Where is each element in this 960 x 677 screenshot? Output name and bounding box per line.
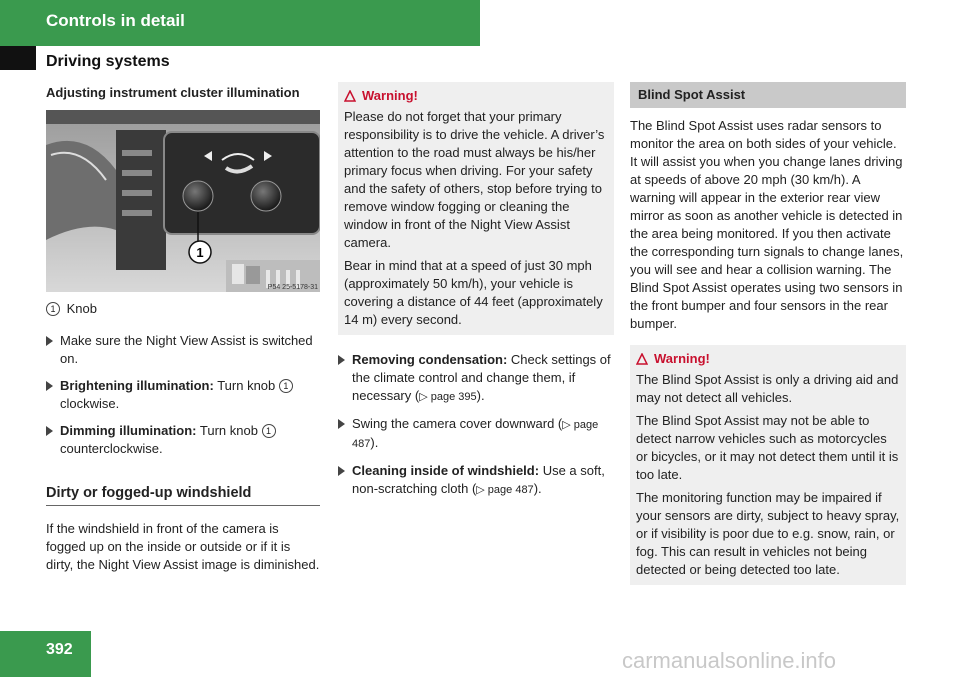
blind-spot-paragraph: The Blind Spot Assist uses radar sensors to monitor the area on both sides of your vehicle. It will assist you when you change lanes driving at speeds of above 20 mph (30 km/h). A warning will appear in the exterior rear view mirror as soon as another vehicle is detected in the area being monitored. If you then activate the corresponding turn signals to change lanes, you will see and hear a collision warning. The Blind Spot Assist operates using two sensors in the front bumper and four sensors in the rear bumper. <box>630 118 904 331</box>
warning-title: Warning! <box>654 351 710 366</box>
section-tab-marker <box>0 46 36 70</box>
windshield-heading: Dirty or fogged-up windshield <box>46 484 320 506</box>
step-text: Turn knob <box>213 378 279 393</box>
step-arrow-icon <box>338 355 345 365</box>
step-text: Swing the camera cover downward ( <box>352 416 563 431</box>
chapter-title: Controls in detail <box>46 11 185 30</box>
photo-callout-1: 1 <box>196 245 204 260</box>
step-text-after: ). <box>370 435 379 450</box>
step-arrow-icon <box>46 426 53 436</box>
warning-box <box>630 345 906 585</box>
warning-paragraph: The monitoring function may be impaired if your sensors are dirty, subject to heavy spray, or if visibility is poor due to e.g. snow, rain, or fog. This can result in vehicles not being detected or being detected too late. <box>636 490 900 577</box>
step-text: Check settings of the climate control and change them, if necessary ( <box>352 352 611 403</box>
step-item <box>46 377 320 413</box>
warning-paragraph: The Blind Spot Assist may not be able to detect narrow vehicles such as motorcycles or bicycles, or it may not detect them until it is too late. <box>636 413 899 482</box>
warning-triangle-icon <box>344 90 356 102</box>
step-arrow-icon <box>338 466 345 476</box>
warning-heading <box>344 87 608 105</box>
photo-code: P54 25-5178-31 <box>267 284 318 291</box>
step-label: Cleaning inside of windshield: <box>352 463 540 478</box>
step-arrow-icon <box>46 381 53 391</box>
step-text-after: counterclockwise. <box>60 441 163 456</box>
condensation-steps <box>338 351 614 499</box>
step-text-after: ). <box>533 481 542 496</box>
step-item <box>338 415 614 453</box>
step-label: Removing condensation: <box>352 352 508 367</box>
step-item <box>46 422 320 458</box>
step-item <box>46 332 320 368</box>
step-text-after: clockwise. <box>60 396 120 411</box>
step-arrow-icon <box>338 419 345 429</box>
warning-paragraph: The Blind Spot Assist is only a driving aid and may not detect all vehicles. <box>636 372 899 405</box>
watermark: carmanualsonline.info <box>622 648 837 673</box>
step-label: Dimming illumination: <box>60 423 197 438</box>
left-column <box>46 84 320 574</box>
warning-paragraph: Please do not forget that your primary responsibility is to drive the vehicle. A driver’s attention to the road must always be his/her primary focus when driving. For your safety and the safety of others, stop before trying to remove window fogging or cleaning the window in front of the Night View Assist camera. <box>344 109 605 250</box>
step-number: 1 <box>279 379 293 393</box>
page-reference-link[interactable]: ▷ page 395 <box>419 391 477 403</box>
step-item <box>338 351 614 406</box>
section-title: Driving systems <box>46 53 170 70</box>
middle-column <box>338 82 614 508</box>
step-text: Use a soft, non-scratching cloth ( <box>352 463 605 496</box>
warning-triangle-icon <box>636 353 648 365</box>
step-item <box>338 462 614 499</box>
step-arrow-icon <box>46 336 53 346</box>
caption-text: Knob <box>66 301 97 316</box>
step-text-after: ). <box>476 388 485 403</box>
warning-paragraph: Bear in mind that at a speed of just 30 mph (approximately 50 km/h), your vehicle is covering a distance of 44 feet (approximately 14 m) every second. <box>344 258 603 327</box>
illumination-subheading: Adjusting instrument cluster illumination <box>46 85 300 100</box>
step-number: 1 <box>262 424 276 438</box>
blind-spot-heading: Blind Spot Assist <box>630 82 906 108</box>
photo-caption <box>46 300 320 318</box>
caption-number: 1 <box>46 302 60 316</box>
warning-title: Warning! <box>362 88 418 103</box>
step-text: Turn knob <box>196 423 262 438</box>
step-label: Brightening illumination: <box>60 378 214 393</box>
step-text: Make sure the Night View Assist is switched on. <box>60 333 313 366</box>
instrument-cluster-photo <box>46 110 320 292</box>
right-column <box>630 82 906 585</box>
windshield-paragraph: If the windshield in front of the camera is fogged up on the inside or outside or if it is dirty, the Night View Assist image is diminished. <box>46 521 320 572</box>
warning-box <box>338 82 614 335</box>
warning-heading <box>636 350 900 368</box>
page-number: 392 <box>46 641 73 658</box>
page-reference-link[interactable]: ▷ page 487 <box>476 484 534 496</box>
page-reference-link[interactable]: ▷ page 487 <box>352 419 599 450</box>
